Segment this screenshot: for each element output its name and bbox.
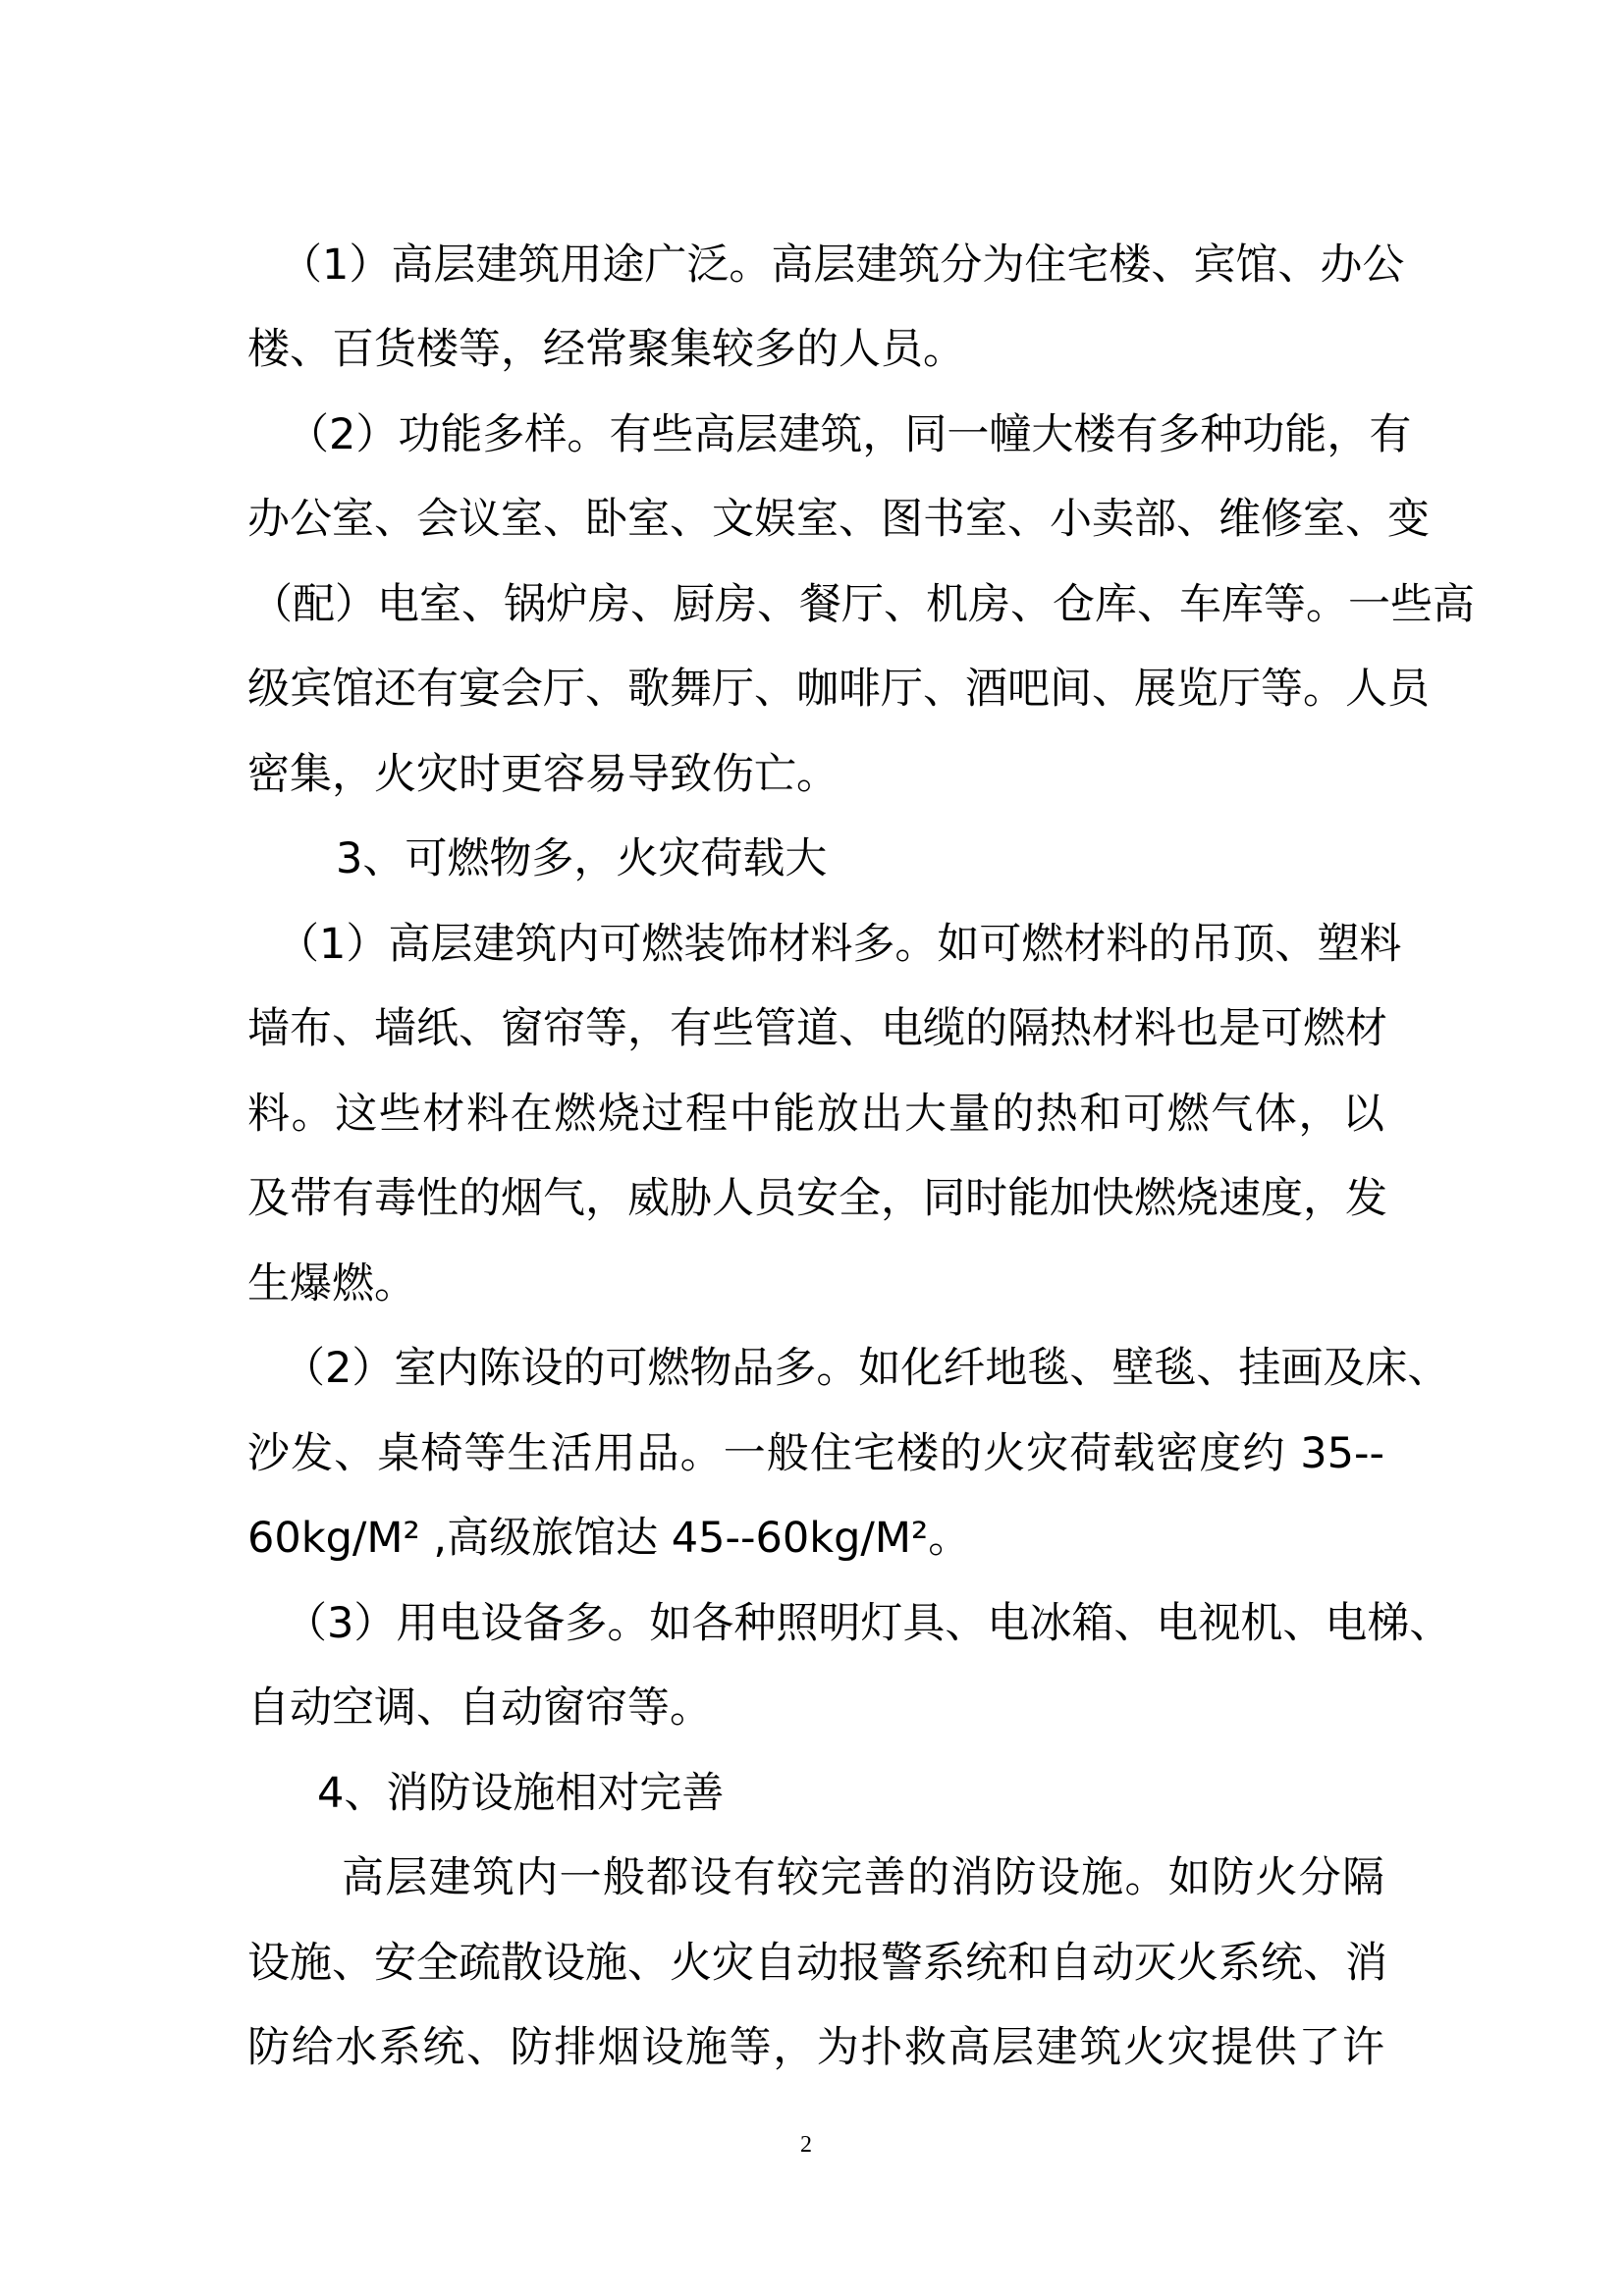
text-line: 楼、百货楼等，经常聚集较多的人员。 [247, 325, 965, 374]
text-line: （配）电室、锅炉房、厨房、餐厅、机房、仓库、车库等。一些高 [250, 580, 1475, 629]
section-heading: 4、消防设施相对完善 [317, 1769, 725, 1818]
text-line: （2）功能多样。有些高层建筑，同一幢大楼有多种功能，有 [287, 410, 1412, 459]
page-number: 2 [800, 2132, 812, 2158]
section-heading: 3、可燃物多，火灾荷载大 [336, 834, 828, 883]
text-line: 生爆燃。 [247, 1259, 416, 1308]
text-line: （2）室内陈设的可燃物品多。如化纤地毯、壁毯、挂画及床、 [283, 1344, 1450, 1393]
text-line: 墙布、墙纸、窗帘等，有些管道、电缆的隔热材料也是可燃材 [247, 1004, 1387, 1053]
text-line: 及带有毒性的烟气，威胁人员安全，同时能加快燃烧速度，发 [247, 1174, 1387, 1223]
text-line: 密集，火灾时更容易导致伤亡。 [247, 750, 839, 799]
text-line: 级宾馆还有宴会厅、歌舞厅、咖啡厅、酒吧间、展览厅等。人员 [247, 665, 1430, 714]
text-line: 办公室、会议室、卧室、文娱室、图书室、小卖部、维修室、变 [247, 495, 1430, 544]
text-line: （1）高层建筑内可燃装饰材料多。如可燃材料的吊顶、塑料 [277, 920, 1402, 969]
text-line: 料。这些材料在燃烧过程中能放出大量的热和可燃气体，以 [247, 1090, 1384, 1139]
text-line: （3）用电设备多。如各种照明灯具、电冰箱、电视机、电梯、 [285, 1599, 1452, 1648]
text-line: 沙发、桌椅等生活用品。一般住宅楼的火灾荷载密度约 35-- [247, 1429, 1384, 1478]
text-line: 自动空调、自动窗帘等。 [247, 1683, 712, 1733]
text-line: 防给水系统、防排烟设施等，为扑救高层建筑火灾提供了许 [247, 2023, 1384, 2072]
text-line: （1）高层建筑用途广泛。高层建筑分为住宅楼、宾馆、办公 [280, 240, 1405, 290]
text-line: 高层建筑内一般都设有较完善的消防设施。如防火分隔 [342, 1853, 1384, 1902]
text-line: 60kg/M² ,高级旅馆达 45--60kg/M²。 [247, 1514, 971, 1563]
text-line: 设施、安全疏散设施、火灾自动报警系统和自动灭火系统、消 [247, 1939, 1387, 1988]
